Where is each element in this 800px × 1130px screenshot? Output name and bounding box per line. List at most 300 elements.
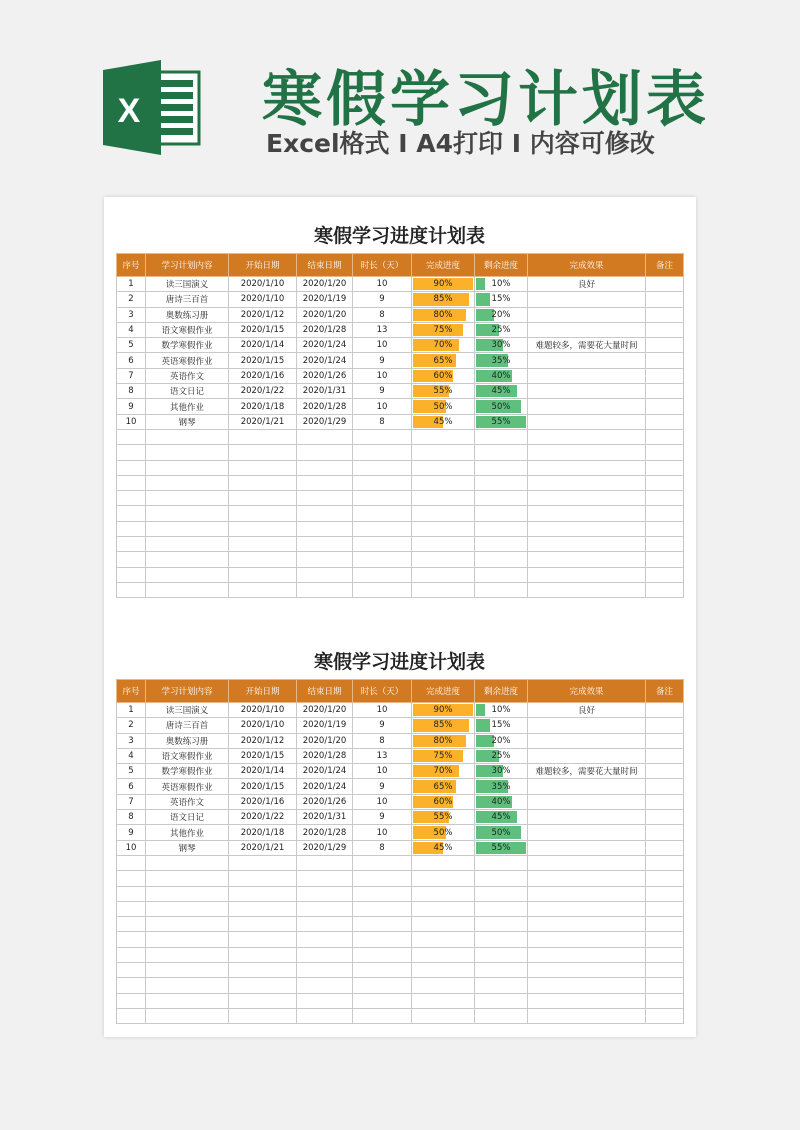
no-cell[interactable]: 1	[117, 703, 146, 718]
empty-cell[interactable]	[297, 917, 353, 932]
effect-cell[interactable]	[528, 353, 646, 368]
empty-cell[interactable]	[646, 963, 684, 978]
remain-progress-cell[interactable]	[475, 810, 528, 825]
empty-cell[interactable]	[646, 917, 684, 932]
empty-cell[interactable]	[475, 567, 528, 582]
start-cell[interactable]: 2020/1/14	[229, 338, 297, 353]
empty-cell[interactable]	[528, 901, 646, 916]
end-cell[interactable]: 2020/1/24	[297, 779, 353, 794]
end-cell[interactable]: 2020/1/24	[297, 353, 353, 368]
empty-cell[interactable]	[646, 932, 684, 947]
start-cell[interactable]: 2020/1/16	[229, 794, 297, 809]
empty-cell[interactable]	[229, 521, 297, 536]
empty-cell[interactable]	[475, 1008, 528, 1023]
empty-cell[interactable]	[297, 1008, 353, 1023]
empty-cell[interactable]	[475, 932, 528, 947]
effect-cell[interactable]	[528, 399, 646, 414]
days-cell[interactable]: 8	[353, 733, 412, 748]
empty-cell[interactable]	[528, 947, 646, 962]
days-cell[interactable]: 10	[353, 764, 412, 779]
start-cell[interactable]: 2020/1/12	[229, 733, 297, 748]
empty-cell[interactable]	[646, 855, 684, 870]
effect-cell[interactable]	[528, 779, 646, 794]
end-cell[interactable]: 2020/1/20	[297, 307, 353, 322]
item-cell[interactable]: 读三国演义	[146, 703, 229, 718]
remain-progress-cell[interactable]	[475, 292, 528, 307]
empty-cell[interactable]	[412, 506, 475, 521]
empty-cell[interactable]	[528, 932, 646, 947]
empty-cell[interactable]	[412, 947, 475, 962]
effect-cell[interactable]	[528, 810, 646, 825]
done-progress-cell[interactable]	[412, 703, 475, 718]
end-cell[interactable]: 2020/1/26	[297, 794, 353, 809]
no-cell[interactable]: 9	[117, 825, 146, 840]
empty-cell[interactable]	[146, 901, 229, 916]
done-progress-cell[interactable]	[412, 794, 475, 809]
empty-cell[interactable]	[146, 993, 229, 1008]
remain-progress-cell[interactable]	[475, 703, 528, 718]
empty-cell[interactable]	[117, 978, 146, 993]
note-cell[interactable]	[646, 779, 684, 794]
empty-cell[interactable]	[412, 978, 475, 993]
note-cell[interactable]	[646, 292, 684, 307]
empty-cell[interactable]	[646, 1008, 684, 1023]
empty-cell[interactable]	[229, 963, 297, 978]
start-cell[interactable]: 2020/1/15	[229, 748, 297, 763]
no-cell[interactable]: 8	[117, 810, 146, 825]
no-cell[interactable]: 9	[117, 399, 146, 414]
empty-cell[interactable]	[475, 429, 528, 444]
done-progress-cell[interactable]	[412, 825, 475, 840]
empty-cell[interactable]	[353, 947, 412, 962]
start-cell[interactable]: 2020/1/22	[229, 810, 297, 825]
note-cell[interactable]	[646, 748, 684, 763]
start-cell[interactable]: 2020/1/21	[229, 414, 297, 429]
empty-cell[interactable]	[475, 445, 528, 460]
end-cell[interactable]: 2020/1/31	[297, 384, 353, 399]
done-progress-cell[interactable]	[412, 810, 475, 825]
empty-cell[interactable]	[146, 521, 229, 536]
empty-cell[interactable]	[146, 855, 229, 870]
start-cell[interactable]: 2020/1/10	[229, 292, 297, 307]
empty-cell[interactable]	[297, 567, 353, 582]
remain-progress-cell[interactable]	[475, 338, 528, 353]
empty-cell[interactable]	[353, 460, 412, 475]
end-cell[interactable]: 2020/1/28	[297, 322, 353, 337]
empty-cell[interactable]	[146, 552, 229, 567]
item-cell[interactable]: 英语作文	[146, 794, 229, 809]
empty-cell[interactable]	[117, 947, 146, 962]
empty-cell[interactable]	[146, 886, 229, 901]
empty-cell[interactable]	[475, 993, 528, 1008]
item-cell[interactable]: 语文寒假作业	[146, 322, 229, 337]
empty-cell[interactable]	[475, 491, 528, 506]
empty-cell[interactable]	[475, 552, 528, 567]
empty-cell[interactable]	[297, 886, 353, 901]
empty-cell[interactable]	[353, 1008, 412, 1023]
remain-progress-cell[interactable]	[475, 414, 528, 429]
no-cell[interactable]: 10	[117, 414, 146, 429]
days-cell[interactable]: 8	[353, 307, 412, 322]
empty-cell[interactable]	[646, 947, 684, 962]
empty-cell[interactable]	[297, 537, 353, 552]
empty-cell[interactable]	[412, 932, 475, 947]
remain-progress-cell[interactable]	[475, 353, 528, 368]
no-cell[interactable]: 5	[117, 338, 146, 353]
remain-progress-cell[interactable]	[475, 368, 528, 383]
no-cell[interactable]: 3	[117, 307, 146, 322]
start-cell[interactable]: 2020/1/10	[229, 703, 297, 718]
empty-cell[interactable]	[528, 445, 646, 460]
remain-progress-cell[interactable]	[475, 825, 528, 840]
effect-cell[interactable]: 良好	[528, 277, 646, 292]
end-cell[interactable]: 2020/1/20	[297, 733, 353, 748]
empty-cell[interactable]	[229, 506, 297, 521]
remain-progress-cell[interactable]	[475, 779, 528, 794]
effect-cell[interactable]	[528, 733, 646, 748]
days-cell[interactable]: 10	[353, 825, 412, 840]
empty-cell[interactable]	[117, 491, 146, 506]
empty-cell[interactable]	[528, 429, 646, 444]
item-cell[interactable]: 奥数练习册	[146, 733, 229, 748]
empty-cell[interactable]	[229, 582, 297, 597]
empty-cell[interactable]	[117, 886, 146, 901]
empty-cell[interactable]	[117, 917, 146, 932]
empty-cell[interactable]	[297, 855, 353, 870]
done-progress-cell[interactable]	[412, 277, 475, 292]
no-cell[interactable]: 7	[117, 794, 146, 809]
empty-cell[interactable]	[353, 886, 412, 901]
empty-cell[interactable]	[412, 582, 475, 597]
end-cell[interactable]: 2020/1/20	[297, 703, 353, 718]
empty-cell[interactable]	[412, 460, 475, 475]
empty-cell[interactable]	[117, 506, 146, 521]
days-cell[interactable]: 9	[353, 384, 412, 399]
empty-cell[interactable]	[229, 871, 297, 886]
empty-cell[interactable]	[117, 855, 146, 870]
empty-cell[interactable]	[146, 1008, 229, 1023]
start-cell[interactable]: 2020/1/15	[229, 353, 297, 368]
remain-progress-cell[interactable]	[475, 794, 528, 809]
start-cell[interactable]: 2020/1/14	[229, 764, 297, 779]
start-cell[interactable]: 2020/1/15	[229, 779, 297, 794]
days-cell[interactable]: 10	[353, 277, 412, 292]
item-cell[interactable]: 钢琴	[146, 840, 229, 855]
empty-cell[interactable]	[412, 886, 475, 901]
empty-cell[interactable]	[353, 521, 412, 536]
empty-cell[interactable]	[528, 567, 646, 582]
empty-cell[interactable]	[475, 582, 528, 597]
empty-cell[interactable]	[297, 932, 353, 947]
empty-cell[interactable]	[117, 537, 146, 552]
empty-cell[interactable]	[528, 537, 646, 552]
empty-cell[interactable]	[229, 855, 297, 870]
start-cell[interactable]: 2020/1/16	[229, 368, 297, 383]
empty-cell[interactable]	[412, 1008, 475, 1023]
empty-cell[interactable]	[475, 978, 528, 993]
end-cell[interactable]: 2020/1/29	[297, 840, 353, 855]
empty-cell[interactable]	[229, 429, 297, 444]
item-cell[interactable]: 钢琴	[146, 414, 229, 429]
empty-cell[interactable]	[475, 947, 528, 962]
empty-cell[interactable]	[353, 993, 412, 1008]
empty-cell[interactable]	[353, 855, 412, 870]
days-cell[interactable]: 10	[353, 703, 412, 718]
empty-cell[interactable]	[475, 871, 528, 886]
empty-cell[interactable]	[297, 963, 353, 978]
empty-cell[interactable]	[646, 491, 684, 506]
item-cell[interactable]: 语文寒假作业	[146, 748, 229, 763]
empty-cell[interactable]	[297, 871, 353, 886]
done-progress-cell[interactable]	[412, 399, 475, 414]
item-cell[interactable]: 唐诗三百首	[146, 718, 229, 733]
remain-progress-cell[interactable]	[475, 748, 528, 763]
days-cell[interactable]: 9	[353, 292, 412, 307]
remain-progress-cell[interactable]	[475, 277, 528, 292]
done-progress-cell[interactable]	[412, 748, 475, 763]
empty-cell[interactable]	[146, 491, 229, 506]
empty-cell[interactable]	[117, 445, 146, 460]
empty-cell[interactable]	[353, 537, 412, 552]
item-cell[interactable]: 其他作业	[146, 399, 229, 414]
empty-cell[interactable]	[528, 855, 646, 870]
empty-cell[interactable]	[646, 429, 684, 444]
empty-cell[interactable]	[646, 521, 684, 536]
empty-cell[interactable]	[229, 917, 297, 932]
empty-cell[interactable]	[412, 871, 475, 886]
empty-cell[interactable]	[528, 871, 646, 886]
empty-cell[interactable]	[528, 978, 646, 993]
remain-progress-cell[interactable]	[475, 718, 528, 733]
empty-cell[interactable]	[297, 552, 353, 567]
end-cell[interactable]: 2020/1/29	[297, 414, 353, 429]
done-progress-cell[interactable]	[412, 292, 475, 307]
remain-progress-cell[interactable]	[475, 384, 528, 399]
item-cell[interactable]: 语文日记	[146, 384, 229, 399]
effect-cell[interactable]	[528, 292, 646, 307]
empty-cell[interactable]	[229, 567, 297, 582]
empty-cell[interactable]	[475, 855, 528, 870]
empty-cell[interactable]	[353, 475, 412, 490]
item-cell[interactable]: 读三国演义	[146, 277, 229, 292]
days-cell[interactable]: 9	[353, 810, 412, 825]
empty-cell[interactable]	[412, 567, 475, 582]
note-cell[interactable]	[646, 353, 684, 368]
empty-cell[interactable]	[412, 552, 475, 567]
note-cell[interactable]	[646, 810, 684, 825]
empty-cell[interactable]	[117, 582, 146, 597]
empty-cell[interactable]	[297, 445, 353, 460]
empty-cell[interactable]	[528, 582, 646, 597]
empty-cell[interactable]	[297, 582, 353, 597]
done-progress-cell[interactable]	[412, 414, 475, 429]
empty-cell[interactable]	[117, 475, 146, 490]
empty-cell[interactable]	[353, 917, 412, 932]
empty-cell[interactable]	[353, 901, 412, 916]
no-cell[interactable]: 3	[117, 733, 146, 748]
days-cell[interactable]: 10	[353, 338, 412, 353]
empty-cell[interactable]	[353, 567, 412, 582]
empty-cell[interactable]	[528, 963, 646, 978]
note-cell[interactable]	[646, 764, 684, 779]
remain-progress-cell[interactable]	[475, 307, 528, 322]
empty-cell[interactable]	[229, 552, 297, 567]
end-cell[interactable]: 2020/1/20	[297, 277, 353, 292]
empty-cell[interactable]	[646, 993, 684, 1008]
empty-cell[interactable]	[475, 460, 528, 475]
no-cell[interactable]: 6	[117, 353, 146, 368]
empty-cell[interactable]	[412, 521, 475, 536]
empty-cell[interactable]	[412, 429, 475, 444]
effect-cell[interactable]	[528, 718, 646, 733]
empty-cell[interactable]	[475, 475, 528, 490]
empty-cell[interactable]	[475, 886, 528, 901]
empty-cell[interactable]	[229, 537, 297, 552]
empty-cell[interactable]	[412, 901, 475, 916]
no-cell[interactable]: 10	[117, 840, 146, 855]
empty-cell[interactable]	[146, 475, 229, 490]
empty-cell[interactable]	[229, 491, 297, 506]
empty-cell[interactable]	[528, 460, 646, 475]
no-cell[interactable]: 7	[117, 368, 146, 383]
empty-cell[interactable]	[229, 445, 297, 460]
empty-cell[interactable]	[475, 521, 528, 536]
item-cell[interactable]: 英语寒假作业	[146, 779, 229, 794]
empty-cell[interactable]	[297, 901, 353, 916]
empty-cell[interactable]	[117, 429, 146, 444]
empty-cell[interactable]	[146, 963, 229, 978]
days-cell[interactable]: 10	[353, 794, 412, 809]
empty-cell[interactable]	[146, 932, 229, 947]
empty-cell[interactable]	[475, 506, 528, 521]
empty-cell[interactable]	[528, 552, 646, 567]
end-cell[interactable]: 2020/1/24	[297, 764, 353, 779]
start-cell[interactable]: 2020/1/12	[229, 307, 297, 322]
empty-cell[interactable]	[229, 947, 297, 962]
note-cell[interactable]	[646, 338, 684, 353]
done-progress-cell[interactable]	[412, 322, 475, 337]
empty-cell[interactable]	[646, 552, 684, 567]
empty-cell[interactable]	[412, 475, 475, 490]
done-progress-cell[interactable]	[412, 764, 475, 779]
end-cell[interactable]: 2020/1/28	[297, 399, 353, 414]
empty-cell[interactable]	[646, 475, 684, 490]
note-cell[interactable]	[646, 733, 684, 748]
days-cell[interactable]: 8	[353, 414, 412, 429]
empty-cell[interactable]	[646, 567, 684, 582]
empty-cell[interactable]	[146, 871, 229, 886]
empty-cell[interactable]	[353, 552, 412, 567]
empty-cell[interactable]	[528, 1008, 646, 1023]
end-cell[interactable]: 2020/1/28	[297, 748, 353, 763]
empty-cell[interactable]	[117, 567, 146, 582]
remain-progress-cell[interactable]	[475, 764, 528, 779]
empty-cell[interactable]	[297, 460, 353, 475]
effect-cell[interactable]: 难题较多，需要花大量时间	[528, 338, 646, 353]
empty-cell[interactable]	[412, 445, 475, 460]
empty-cell[interactable]	[353, 445, 412, 460]
item-cell[interactable]: 奥数练习册	[146, 307, 229, 322]
start-cell[interactable]: 2020/1/18	[229, 825, 297, 840]
empty-cell[interactable]	[528, 521, 646, 536]
empty-cell[interactable]	[528, 917, 646, 932]
empty-cell[interactable]	[297, 993, 353, 1008]
empty-cell[interactable]	[412, 491, 475, 506]
note-cell[interactable]	[646, 825, 684, 840]
empty-cell[interactable]	[117, 552, 146, 567]
no-cell[interactable]: 2	[117, 718, 146, 733]
empty-cell[interactable]	[117, 963, 146, 978]
done-progress-cell[interactable]	[412, 779, 475, 794]
effect-cell[interactable]	[528, 414, 646, 429]
empty-cell[interactable]	[353, 978, 412, 993]
empty-cell[interactable]	[229, 475, 297, 490]
empty-cell[interactable]	[146, 506, 229, 521]
empty-cell[interactable]	[646, 537, 684, 552]
end-cell[interactable]: 2020/1/19	[297, 718, 353, 733]
no-cell[interactable]: 6	[117, 779, 146, 794]
days-cell[interactable]: 9	[353, 718, 412, 733]
empty-cell[interactable]	[646, 445, 684, 460]
empty-cell[interactable]	[146, 567, 229, 582]
end-cell[interactable]: 2020/1/28	[297, 825, 353, 840]
note-cell[interactable]	[646, 703, 684, 718]
empty-cell[interactable]	[412, 993, 475, 1008]
empty-cell[interactable]	[229, 993, 297, 1008]
no-cell[interactable]: 1	[117, 277, 146, 292]
empty-cell[interactable]	[646, 901, 684, 916]
note-cell[interactable]	[646, 794, 684, 809]
effect-cell[interactable]	[528, 840, 646, 855]
empty-cell[interactable]	[353, 871, 412, 886]
no-cell[interactable]: 5	[117, 764, 146, 779]
remain-progress-cell[interactable]	[475, 399, 528, 414]
empty-cell[interactable]	[117, 993, 146, 1008]
empty-cell[interactable]	[475, 537, 528, 552]
empty-cell[interactable]	[297, 947, 353, 962]
empty-cell[interactable]	[475, 917, 528, 932]
no-cell[interactable]: 8	[117, 384, 146, 399]
empty-cell[interactable]	[146, 978, 229, 993]
start-cell[interactable]: 2020/1/10	[229, 718, 297, 733]
empty-cell[interactable]	[646, 978, 684, 993]
empty-cell[interactable]	[229, 460, 297, 475]
remain-progress-cell[interactable]	[475, 733, 528, 748]
empty-cell[interactable]	[297, 506, 353, 521]
empty-cell[interactable]	[229, 1008, 297, 1023]
empty-cell[interactable]	[353, 506, 412, 521]
start-cell[interactable]: 2020/1/10	[229, 277, 297, 292]
start-cell[interactable]: 2020/1/22	[229, 384, 297, 399]
note-cell[interactable]	[646, 840, 684, 855]
empty-cell[interactable]	[353, 582, 412, 597]
empty-cell[interactable]	[412, 537, 475, 552]
empty-cell[interactable]	[412, 855, 475, 870]
remain-progress-cell[interactable]	[475, 840, 528, 855]
effect-cell[interactable]: 难题较多，需要花大量时间	[528, 764, 646, 779]
empty-cell[interactable]	[229, 886, 297, 901]
empty-cell[interactable]	[353, 932, 412, 947]
done-progress-cell[interactable]	[412, 384, 475, 399]
note-cell[interactable]	[646, 277, 684, 292]
empty-cell[interactable]	[646, 460, 684, 475]
end-cell[interactable]: 2020/1/19	[297, 292, 353, 307]
empty-cell[interactable]	[146, 917, 229, 932]
item-cell[interactable]: 数学寒假作业	[146, 338, 229, 353]
empty-cell[interactable]	[117, 460, 146, 475]
end-cell[interactable]: 2020/1/31	[297, 810, 353, 825]
empty-cell[interactable]	[528, 993, 646, 1008]
